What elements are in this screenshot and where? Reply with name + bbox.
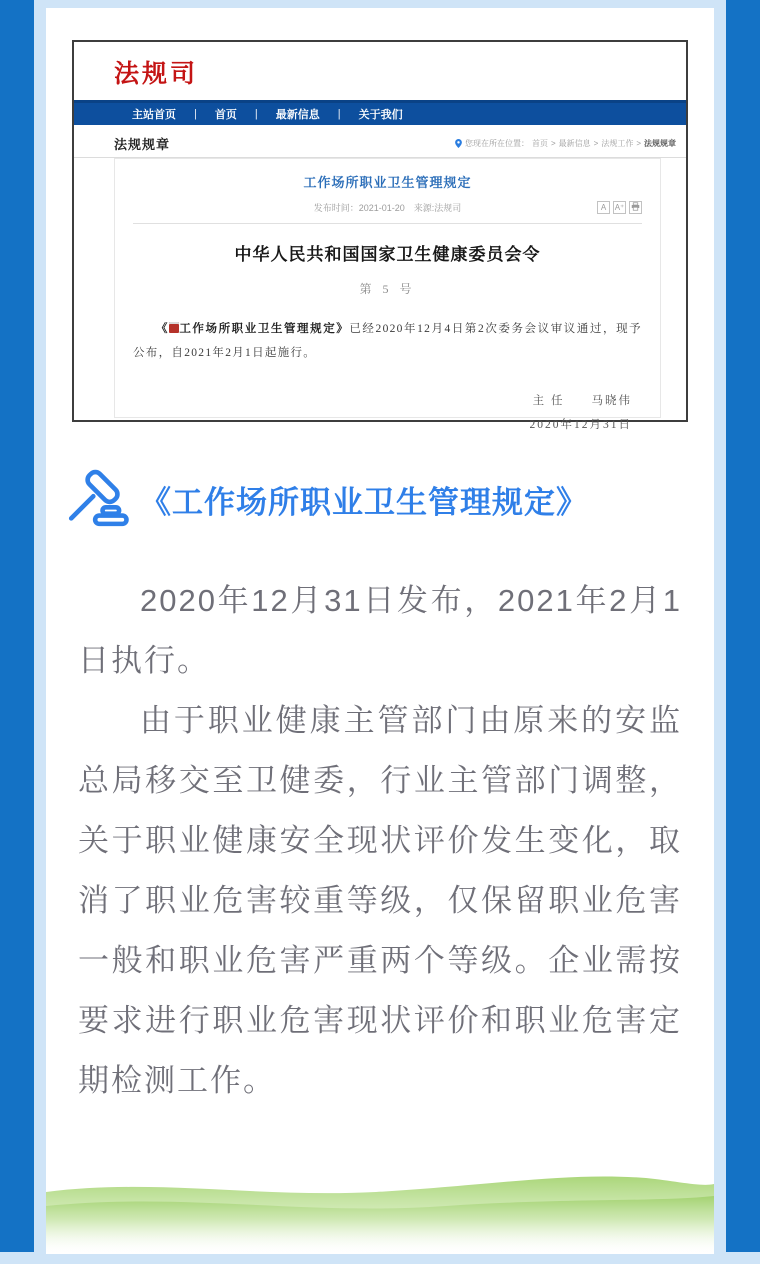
sign-date: 2020年12月31日 bbox=[529, 419, 632, 432]
summary-body bbox=[78, 571, 682, 1111]
font-larger-button[interactable]: A⁺ bbox=[614, 203, 625, 212]
nav-item-home[interactable]: 首页 bbox=[214, 109, 237, 121]
printer-icon bbox=[631, 202, 640, 211]
summary-paragraph-1: 2020年12月31日发布，2021年2月1日执行。 bbox=[78, 583, 682, 678]
section-bar bbox=[74, 125, 686, 161]
nav-item-home-main[interactable]: 主站首页 bbox=[132, 109, 176, 121]
summary-paragraph-2: 由于职业健康主管部门由原来的安监总局移交至卫健委，行业主管部门调整，关于职业健康安全现状评价发生变化，取消了职业危害较重等级，仅保留职业危害一般和职业危害严重两个等级。企业需按要求进行职业危害现状评价和职业危害定期检测工作。 bbox=[78, 703, 682, 1098]
breadcrumb-prefix: 您现在所在位置： bbox=[464, 139, 529, 148]
left-blue-bar bbox=[0, 0, 34, 1252]
gavel-icon bbox=[62, 468, 132, 530]
decree-title: 中华人民共和国国家卫生健康委员会令 bbox=[234, 245, 541, 264]
breadcrumb-separator: > bbox=[593, 139, 599, 148]
nav-item-about-us[interactable]: 关于我们 bbox=[358, 109, 403, 121]
decree-body bbox=[133, 317, 642, 365]
location-pin-icon bbox=[455, 139, 462, 148]
breadcrumb-latest-news[interactable]: 最新信息 bbox=[558, 139, 591, 148]
section-title: 法规规章 bbox=[114, 137, 171, 152]
decree-signature bbox=[133, 389, 642, 437]
decree-number: 第 5 号 bbox=[359, 282, 416, 296]
article-panel bbox=[114, 158, 661, 432]
nav-separator: | bbox=[337, 108, 341, 120]
breadcrumb-separator: > bbox=[550, 139, 556, 148]
print-button[interactable] bbox=[629, 201, 642, 214]
article-title: 工作场所职业卫生管理规定 bbox=[303, 175, 472, 190]
article-toolbar bbox=[597, 201, 642, 214]
law-heading-row bbox=[62, 468, 588, 530]
breadcrumb-current: 法规规章 bbox=[644, 139, 676, 148]
site-navbar bbox=[74, 100, 686, 125]
font-smaller-button[interactable]: A bbox=[597, 201, 610, 214]
site-logo: 法规司 bbox=[114, 60, 199, 88]
breadcrumb-home[interactable]: 首页 bbox=[531, 139, 548, 148]
decree-body-open: 《 bbox=[156, 323, 170, 335]
green-wave-decoration bbox=[46, 1172, 714, 1254]
main-content bbox=[46, 8, 714, 1254]
signer-name: 主 任 马晓伟 bbox=[532, 395, 632, 408]
article-divider bbox=[133, 223, 642, 224]
decree-body-rest: 已经2020年12月4日第2次委务会议审议通过，现予公布，自2021年2月1日起施行。 bbox=[133, 323, 642, 360]
law-heading: 《工作场所职业卫生管理规定》 bbox=[140, 484, 588, 520]
breadcrumb bbox=[455, 138, 676, 149]
nav-item-latest-news[interactable]: 最新信息 bbox=[275, 109, 320, 121]
nav-separator: | bbox=[194, 108, 197, 120]
decree-body-bold: 工作场所职业卫生管理规定》 bbox=[179, 323, 350, 335]
website-screenshot bbox=[72, 40, 688, 432]
article-meta: 发布时间：2021-01-20 来源:法规司 bbox=[313, 203, 462, 213]
breadcrumb-legal-work[interactable]: 法规工作 bbox=[601, 139, 634, 148]
site-header bbox=[74, 42, 686, 100]
breadcrumb-separator: > bbox=[636, 139, 641, 148]
right-blue-bar bbox=[726, 0, 760, 1252]
article-meta-row bbox=[133, 201, 642, 217]
nav-separator: | bbox=[254, 108, 258, 120]
document-attachment-icon bbox=[169, 322, 179, 333]
